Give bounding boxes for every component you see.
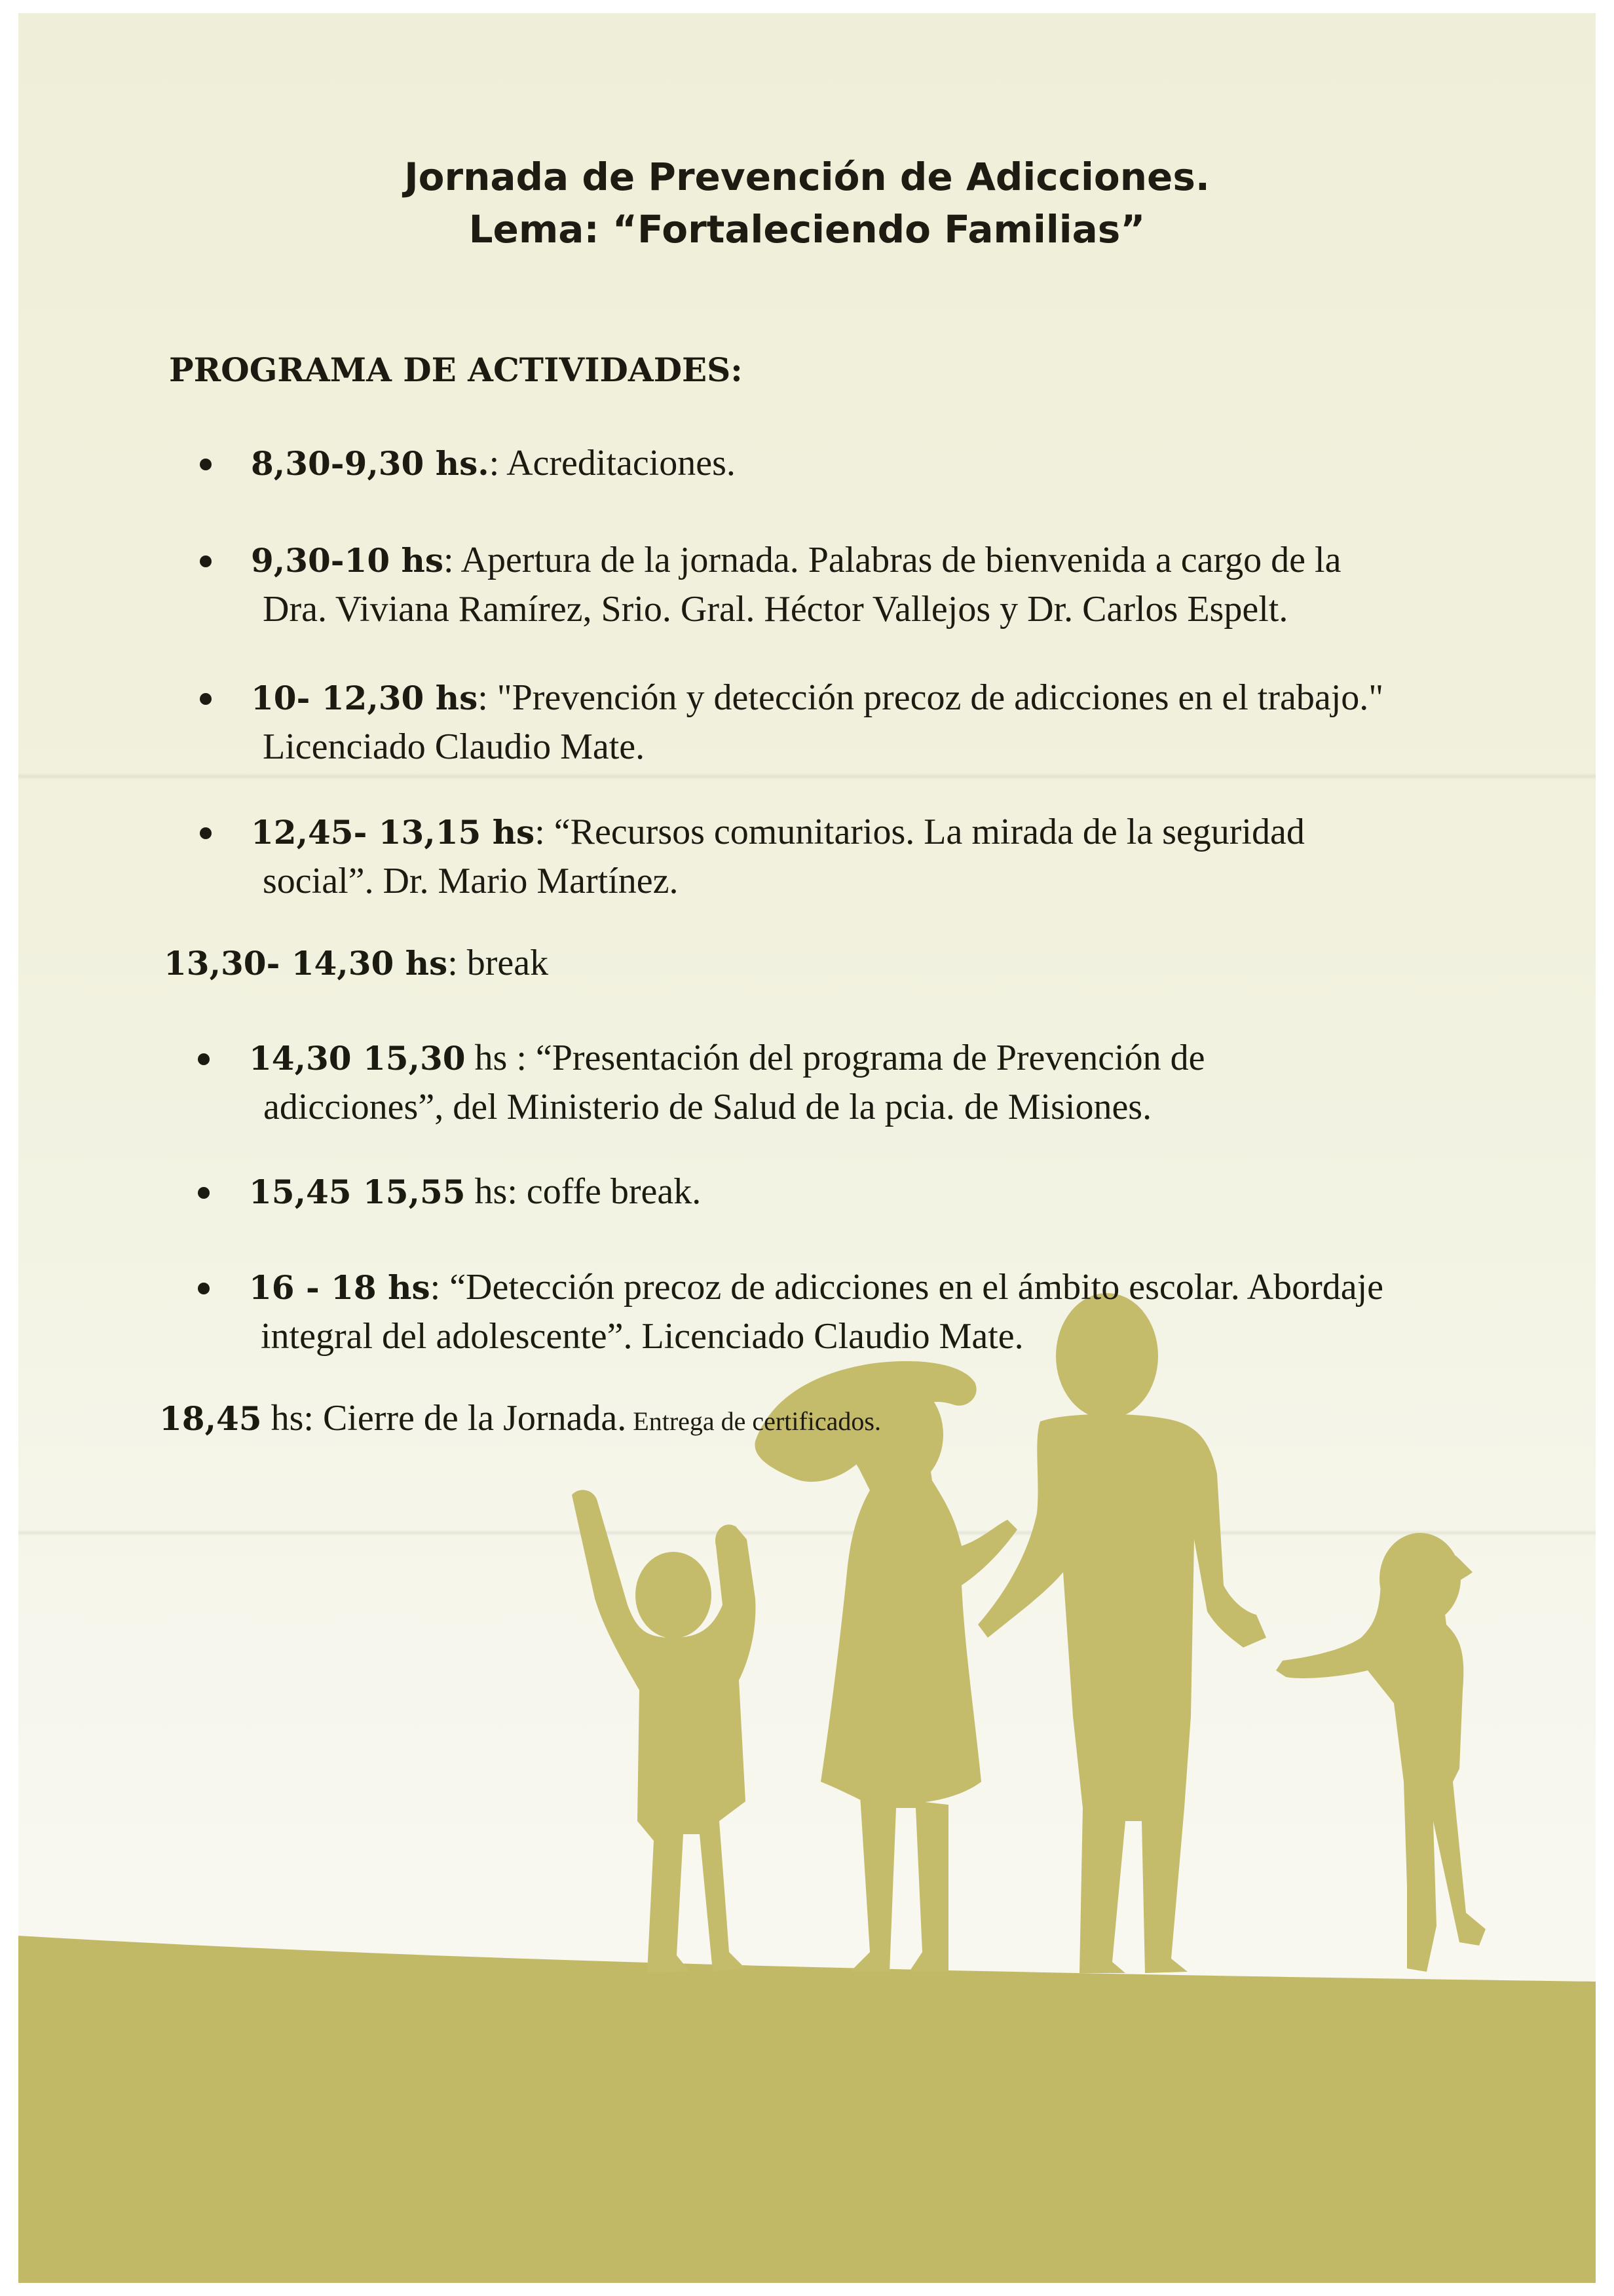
schedule-item — [251, 439, 736, 488]
schedule-description-continued: Dra. Viviana Ramírez, Srio. Gral. Héctor Vallejos y Dr. Carlos Espelt. — [263, 589, 1288, 630]
schedule-separator: hs: — [261, 1398, 323, 1439]
schedule-item-closing — [159, 1394, 881, 1446]
schedule-item — [249, 1263, 1383, 1361]
flyer-page — [18, 13, 1596, 2283]
schedule-time: 10- 12,30 hs — [251, 679, 478, 717]
schedule-separator: hs: — [465, 1171, 527, 1212]
schedule-time: 16 - 18 hs — [249, 1268, 430, 1307]
bullet-icon — [200, 459, 212, 470]
schedule-time: 13,30- 14,30 hs — [164, 944, 448, 983]
schedule-time: 15,45 15,55 — [249, 1173, 466, 1211]
schedule-description-continued: social”. Dr. Mario Martínez. — [263, 861, 679, 901]
schedule-time: 12,45- 13,15 hs — [251, 813, 535, 852]
schedule-item — [249, 1034, 1205, 1131]
schedule-description-small: Entrega de certificados. — [626, 1406, 881, 1436]
bullet-icon — [198, 1187, 210, 1199]
schedule-time: 14,30 15,30 — [249, 1039, 466, 1078]
child-left-silhouette — [572, 1490, 755, 1973]
bullet-icon — [198, 1053, 210, 1065]
schedule-separator: : — [447, 943, 467, 983]
schedule-description-continued: Licenciado Claudio Mate. — [263, 726, 645, 767]
schedule-description: "Prevención y detección precoz de adicciones en el trabajo." — [497, 677, 1384, 718]
schedule-time: 8,30-9,30 hs. — [251, 444, 489, 483]
woman-silhouette — [755, 1361, 1017, 1972]
schedule-description: coffe break. — [526, 1171, 702, 1212]
schedule-item — [249, 1167, 701, 1216]
schedule-description: “Detección precoz de adicciones en el ámbito escolar. Abordaje — [449, 1267, 1383, 1308]
schedule-separator: : — [430, 1267, 450, 1308]
schedule-separator: hs : — [465, 1038, 536, 1078]
schedule-description: break — [466, 943, 549, 983]
heading-title: Jornada de Prevención de Adicciones. — [404, 155, 1210, 199]
schedule-time: 18,45 — [159, 1399, 262, 1438]
schedule-separator: : — [535, 812, 554, 852]
bullet-icon — [200, 827, 212, 839]
child-right-silhouette — [1276, 1533, 1486, 1972]
schedule-description-continued: adicciones”, del Ministerio de Salud de la pcia. de Misiones. — [263, 1087, 1152, 1127]
schedule-description: “Presentación del programa de Prevención de — [535, 1038, 1205, 1078]
man-silhouette — [978, 1293, 1266, 1973]
bullet-icon — [198, 1283, 210, 1294]
schedule-description: “Recursos comunitarios. La mirada de la seguridad — [554, 812, 1305, 852]
schedule-description: Cierre de la Jornada. — [322, 1398, 627, 1439]
ground-hill — [18, 1936, 1596, 2283]
schedule-item-break — [164, 939, 548, 988]
document-heading — [18, 151, 1596, 255]
heading-motto: Lema: “Fortaleciendo Familias” — [468, 207, 1146, 252]
schedule-item — [251, 673, 1383, 771]
schedule-description-continued: integral del adolescente”. Licenciado Claudio Mate. — [261, 1316, 1024, 1357]
schedule-time: 9,30-10 hs — [251, 541, 444, 580]
schedule-description: Acreditaciones. — [506, 443, 736, 483]
schedule-description: Apertura de la jornada. Palabras de bienvenida a cargo de la — [460, 540, 1342, 580]
program-title: PROGRAMA DE ACTIVIDADES: — [169, 350, 743, 389]
schedule-separator: : — [478, 677, 497, 718]
schedule-item — [251, 808, 1305, 905]
bullet-icon — [200, 555, 212, 567]
schedule-separator: : — [489, 443, 507, 483]
bullet-icon — [200, 693, 212, 705]
schedule-item — [251, 536, 1341, 633]
schedule-separator: : — [443, 540, 461, 580]
